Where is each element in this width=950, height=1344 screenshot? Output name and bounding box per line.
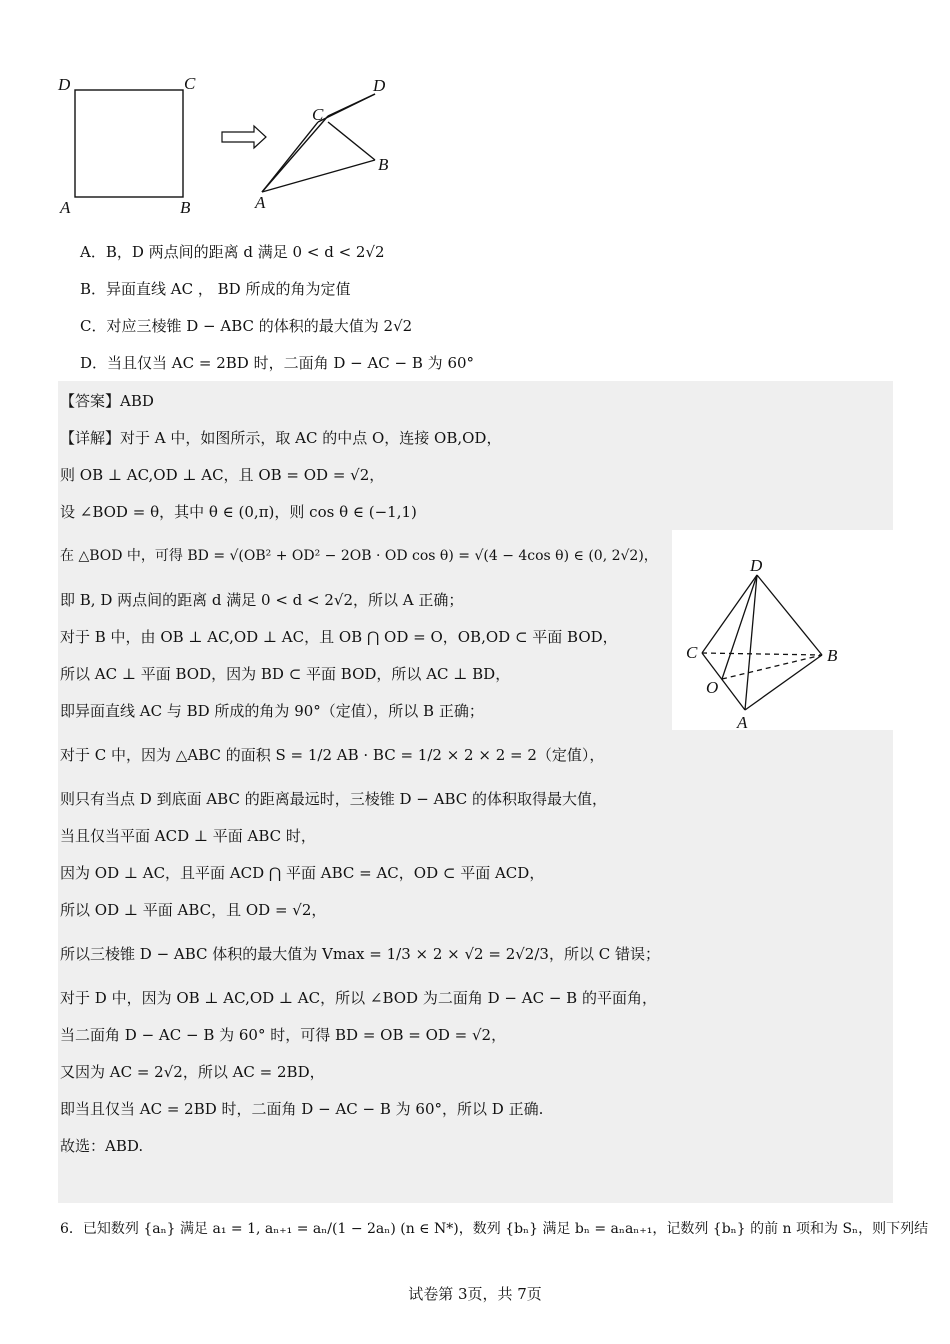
solution-line: 故选：ABD. — [60, 1137, 144, 1155]
solution-line: 在 △BOD 中，可得 BD = √(OB² + OD² − 2OB · OD cos θ) = √(4 − 4cos θ) ∈ (0, 2√2)， — [60, 548, 658, 564]
answer-line: 【答案】ABD — [60, 392, 154, 410]
question-6: 6．已知数列 {aₙ} 满足 a₁ = 1, aₙ₊₁ = aₙ/(1 − 2aₙ) (n ∈ N*)，数列 {bₙ} 满足 bₙ = aₙaₙ₊₁，记数列 {bₙ} 的前 n 项和为 Sₙ，则下列结 — [60, 1221, 929, 1237]
double-arrow-icon — [222, 126, 266, 148]
solution-line: 当二面角 D − AC − B 为 60° 时，可得 BD = OB = OD = √2， — [60, 1026, 507, 1044]
label-a3: A — [737, 713, 748, 732]
option-c: C．对应三棱锥 D − ABC 的体积的最大值为 2√2 — [80, 317, 413, 335]
solution-line: 即当且仅当 AC = 2BD 时，二面角 D − AC − B 为 60°，所以 D 正确. — [60, 1100, 544, 1118]
label-b2: B — [378, 155, 389, 174]
solution-line: 所以 AC ⊥ 平面 BOD，因为 BD ⊂ 平面 BOD，所以 AC ⊥ BD， — [60, 665, 511, 683]
solution-line: 又因为 AC = 2√2，所以 AC = 2BD， — [60, 1063, 325, 1081]
solution-line: 所以三棱锥 D − ABC 体积的最大值为 Vmax = 1/3 × 2 × √2 = 2√2/3，所以 C 错误； — [60, 945, 660, 963]
label-c2: C — [312, 105, 324, 124]
label-o3: O — [706, 678, 719, 697]
solution-line: 即异面直线 AC 与 BD 所成的角为 90°（定值），所以 B 正确； — [60, 702, 484, 720]
tetrahedron-figure — [672, 555, 872, 735]
option-a: A．B，D 两点间的距离 d 满足 0 < d < 2√2 — [80, 243, 385, 261]
solution-line: 所以 OD ⊥ 平面 ABC，且 OD = √2， — [60, 901, 327, 919]
label-a: A — [60, 198, 71, 217]
page-footer: 试卷第 3页，共 7页 — [408, 1285, 542, 1303]
solution-line: 设 ∠BOD = θ，其中 θ ∈ (0,π)，则 cos θ ∈ (−1,1) — [60, 503, 417, 521]
solution-line: 即 B, D 两点间的距离 d 满足 0 < d < 2√2，所以 A 正确； — [60, 591, 464, 609]
label-b3: B — [827, 646, 838, 665]
solution-line: 【详解】对于 A 中，如图所示，取 AC 的中点 O，连接 OB,OD， — [60, 429, 502, 447]
label-a2: A — [255, 193, 266, 212]
label-d: D — [58, 75, 71, 94]
solution-line: 对于 C 中，因为 △ABC 的面积 S = 1/2 AB · BC = 1/2 × 2 × 2 = 2（定值）， — [60, 746, 605, 764]
label-d3: D — [750, 556, 763, 575]
solution-line: 对于 D 中，因为 OB ⊥ AC,OD ⊥ AC，所以 ∠BOD 为二面角 D − AC − B 的平面角， — [60, 989, 657, 1007]
option-b: B．异面直线 AC ， BD 所成的角为定值 — [80, 280, 351, 298]
label-c3: C — [686, 643, 698, 662]
solution-line: 则只有当点 D 到底面 ABC 的距离最远时，三棱锥 D − ABC 的体积取得最大值， — [60, 790, 607, 808]
fold-figure — [50, 70, 410, 220]
solution-line: 当且仅当平面 ACD ⊥ 平面 ABC 时， — [60, 827, 316, 845]
solution-line: 则 OB ⊥ AC,OD ⊥ AC，且 OB = OD = √2， — [60, 466, 385, 484]
solution-line: 对于 B 中，由 OB ⊥ AC,OD ⊥ AC，且 OB ⋂ OD = O，OB,OD ⊂ 平面 BOD， — [60, 628, 618, 646]
square-abcd — [75, 90, 183, 197]
label-d2: D — [373, 76, 386, 95]
label-b: B — [180, 198, 191, 217]
solution-line: 因为 OD ⊥ AC，且平面 ACD ⋂ 平面 ABC = AC，OD ⊂ 平面 ACD， — [60, 864, 545, 882]
option-d: D．当且仅当 AC = 2BD 时，二面角 D − AC − B 为 60° — [80, 354, 475, 372]
label-c: C — [184, 74, 196, 93]
